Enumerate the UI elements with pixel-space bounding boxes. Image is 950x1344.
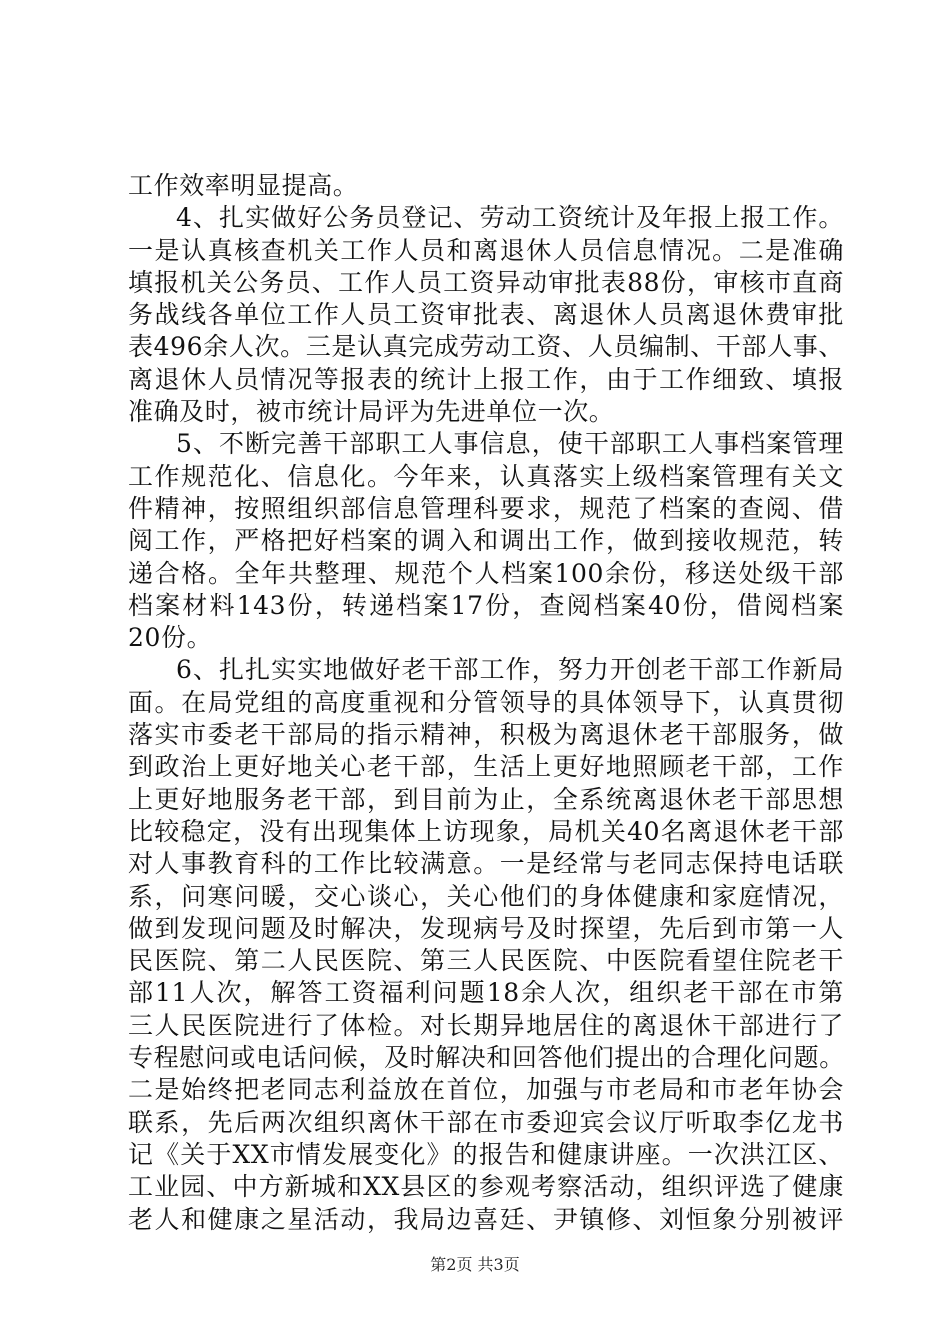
text-line: 务战线各单位工作人员工资审批表、离退休人员离退休费审批 xyxy=(128,300,844,330)
text-line: 对人事教育科的工作比较满意。一是经常与老同志保持电话联 xyxy=(128,849,844,879)
text-line: 记《关于XX市情发展变化》的报告和健康讲座。一次洪江区、 xyxy=(128,1139,844,1169)
text-line: 上更好地服务老干部，到目前为止，全系统离退休老干部思想 xyxy=(128,784,844,814)
text-line: 专程慰问或电话问候，及时解决和回答他们提出的合理化问题。 xyxy=(128,1043,845,1073)
text-line: 表496余人次。三是认真完成劳动工资、人员编制、干部人事、 xyxy=(128,332,844,362)
text-line: 老人和健康之星活动，我局边喜廷、尹镇修、刘恒象分别被评 xyxy=(128,1204,844,1234)
text-line: 阅工作，严格把好档案的调入和调出工作，做到接收规范，转 xyxy=(128,526,844,556)
text-line: 比较稳定，没有出现集体上访现象，局机关40名离退休老干部 xyxy=(128,816,844,846)
text-line: 二是始终把老同志利益放在首位，加强与市老局和市老年协会 xyxy=(128,1075,844,1105)
text-line: 做到发现问题及时解决，发现病号及时探望，先后到市第一人 xyxy=(128,913,844,943)
text-line: 落实市委老干部局的指示精神，积极为离退休老干部服务，做 xyxy=(128,720,844,750)
text-line: 4、扎实做好公务员登记、劳动工资统计及年报上报工作。 xyxy=(176,203,844,233)
text-line: 5、不断完善干部职工人事信息，使干部职工人事档案管理 xyxy=(176,429,844,459)
text-line: 工作效率明显提高。 xyxy=(128,171,359,200)
text-line: 档案材料143份，转递档案17份，查阅档案40份，借阅档案 xyxy=(128,590,844,620)
text-line: 联系，先后两次组织离休干部在市委迎宾会议厅听取李亿龙书 xyxy=(128,1107,844,1137)
text-line: 工业园、中方新城和XX县区的参观考察活动，组织评选了健康 xyxy=(128,1172,844,1202)
text-line: 20份。 xyxy=(128,623,213,653)
text-line: 递合格。全年共整理、规范个人档案100余份，移送处级干部 xyxy=(128,558,844,588)
text-line: 系，问寒问暖，交心谈心，关心他们的身体健康和家庭情况， xyxy=(128,881,844,911)
text-line: 到政治上更好地关心老干部，生活上更好地照顾老干部，工作 xyxy=(128,752,844,782)
text-line: 离退休人员情况等报表的统计上报工作，由于工作细致、填报 xyxy=(128,364,844,394)
page-footer: 第2页 共3页 xyxy=(430,1255,520,1274)
text-line: 准确及时，被市统计局评为先进单位一次。 xyxy=(128,397,615,427)
text-line: 民医院、第二人民医院、第三人民医院、中医院看望住院老干 xyxy=(128,946,844,976)
text-line: 填报机关公务员、工作人员工资异动审批表88份，审核市直商 xyxy=(128,267,844,297)
text-line: 工作规范化、信息化。今年来，认真落实上级档案管理有关文 xyxy=(128,461,844,491)
text-line: 件精神，按照组织部信息管理科要求，规范了档案的查阅、借 xyxy=(128,493,844,523)
text-line: 面。在局党组的高度重视和分管领导的具体领导下，认真贯彻 xyxy=(128,687,844,717)
text-line: 一是认真核查机关工作人员和离退休人员信息情况。二是准确 xyxy=(128,235,844,265)
document-body xyxy=(128,170,844,1236)
text-line: 部11人次，解答工资福利问题18余人次，组织老干部在市第 xyxy=(128,978,844,1008)
text-line: 三人民医院进行了体检。对长期异地居住的离退休干部进行了 xyxy=(128,1010,844,1040)
text-line: 6、扎扎实实地做好老干部工作，努力开创老干部工作新局 xyxy=(176,655,844,685)
